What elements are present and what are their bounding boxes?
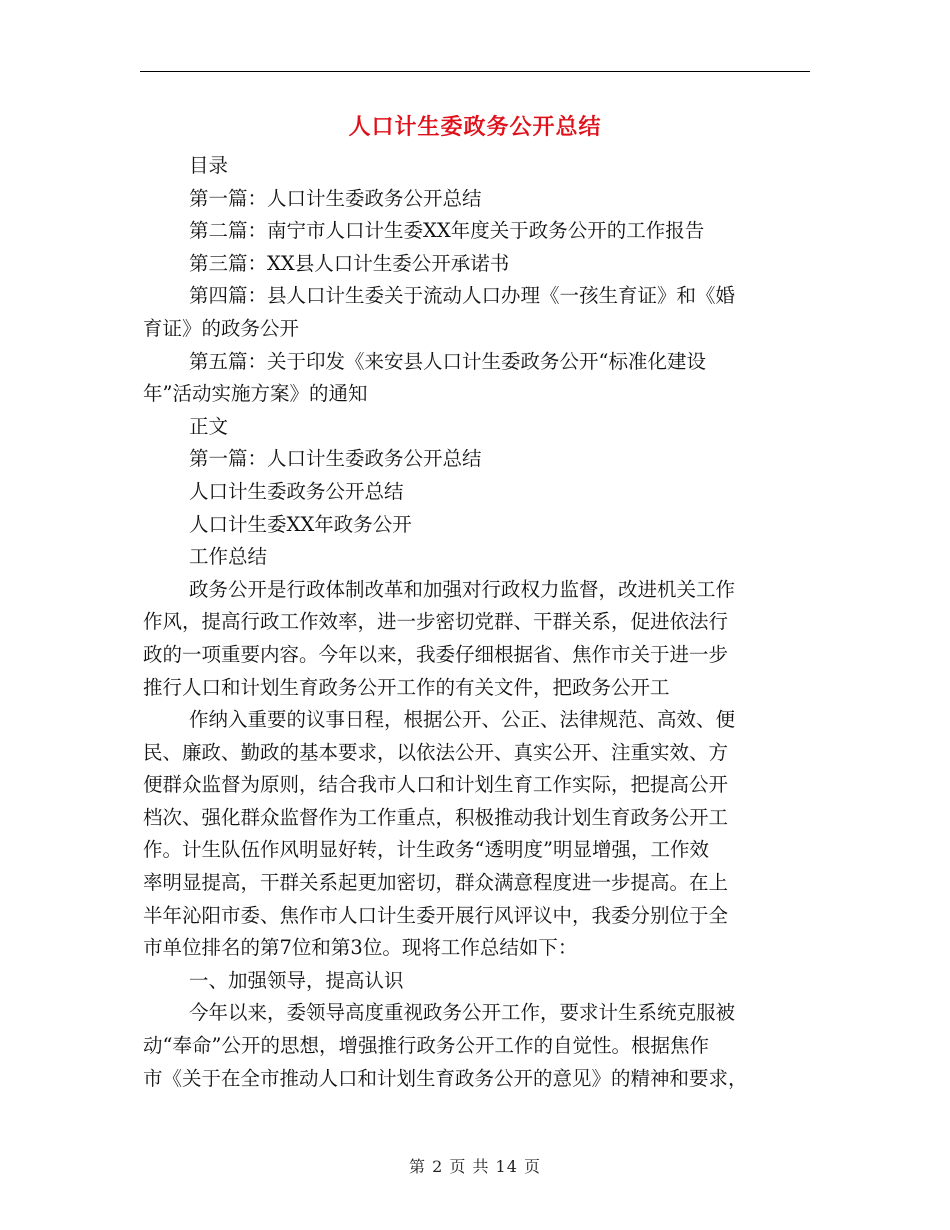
header-rule	[140, 71, 810, 72]
text-line: 作。计生队伍作风明显好转，计生政务“透明度”明显增强，工作效	[143, 838, 709, 862]
text-line: 第五篇：关于印发《来安县人口计生委政务公开“标准化建设	[189, 349, 706, 373]
text-line: 人口计生委XX年政务公开	[189, 512, 412, 536]
text-line: 动“奉命”公开的思想，增强推行政务公开工作的自觉性。根据焦作	[143, 1034, 709, 1058]
text-line: 第三篇：XX县人口计生委公开承诺书	[189, 251, 510, 275]
text-line: 第二篇：南宁市人口计生委XX年度关于政务公开的工作报告	[189, 219, 705, 243]
text-line: 档次、强化群众监督作为工作重点，积极推动我计划生育政务公开工	[143, 805, 729, 829]
text-line: 便群众监督为原则，结合我市人口和计划生育工作实际，把提高公开	[143, 773, 729, 797]
document-title: 人口计生委政务公开总结	[348, 115, 602, 140]
text-line: 第四篇：县人口计生委关于流动人口办理《一孩生育证》和《婚	[189, 284, 736, 308]
page-number: 第 2 页 共 14 页	[409, 1157, 541, 1176]
text-line: 率明显提高，干群关系起更加密切，群众满意程度进一步提高。在上	[143, 871, 729, 895]
text-line: 一、加强领导，提高认识	[189, 968, 404, 992]
text-line: 目录	[189, 154, 229, 177]
text-line: 市《关于在全市推动人口和计划生育政务公开的意见》的精神和要求，	[143, 1066, 748, 1090]
text-line: 今年以来，委领导高度重视政务公开工作，要求计生系统克服被	[189, 1001, 736, 1025]
text-line: 半年沁阳市委、焦作市人口计生委开展行风评议中，我委分别位于全	[143, 903, 729, 927]
text-line: 民、廉政、勤政的基本要求，以依法公开、真实公开、注重实效、方	[143, 740, 729, 764]
text-line: 工作总结	[189, 545, 268, 569]
text-line: 政务公开是行政体制改革和加强对行政权力监督，改进机关工作	[189, 577, 736, 601]
text-line: 市单位排名的第7位和第3位。现将工作总结如下：	[143, 936, 578, 960]
text-line: 第一篇：人口计生委政务公开总结	[189, 447, 482, 471]
text-line: 作纳入重要的议事日程，根据公开、公正、法律规范、高效、便	[189, 708, 736, 732]
text-line: 育证》的政务公开	[143, 316, 300, 340]
document-body	[143, 150, 803, 1095]
text-line: 人口计生委政务公开总结	[189, 479, 404, 503]
text-line: 作风，提高行政工作效率，进一步密切党群、干群关系，促进依法行	[143, 610, 729, 634]
text-line: 推行人口和计划生育政务公开工作的有关文件，把政务公开工	[143, 675, 670, 699]
text-line: 政的一项重要内容。今年以来，我委仔细根据省、焦作市关于进一步	[143, 642, 729, 666]
text-line: 第一篇：人口计生委政务公开总结	[189, 186, 482, 210]
text-line: 正文	[189, 414, 229, 438]
text-line: 年”活动实施方案》的通知	[143, 382, 368, 406]
